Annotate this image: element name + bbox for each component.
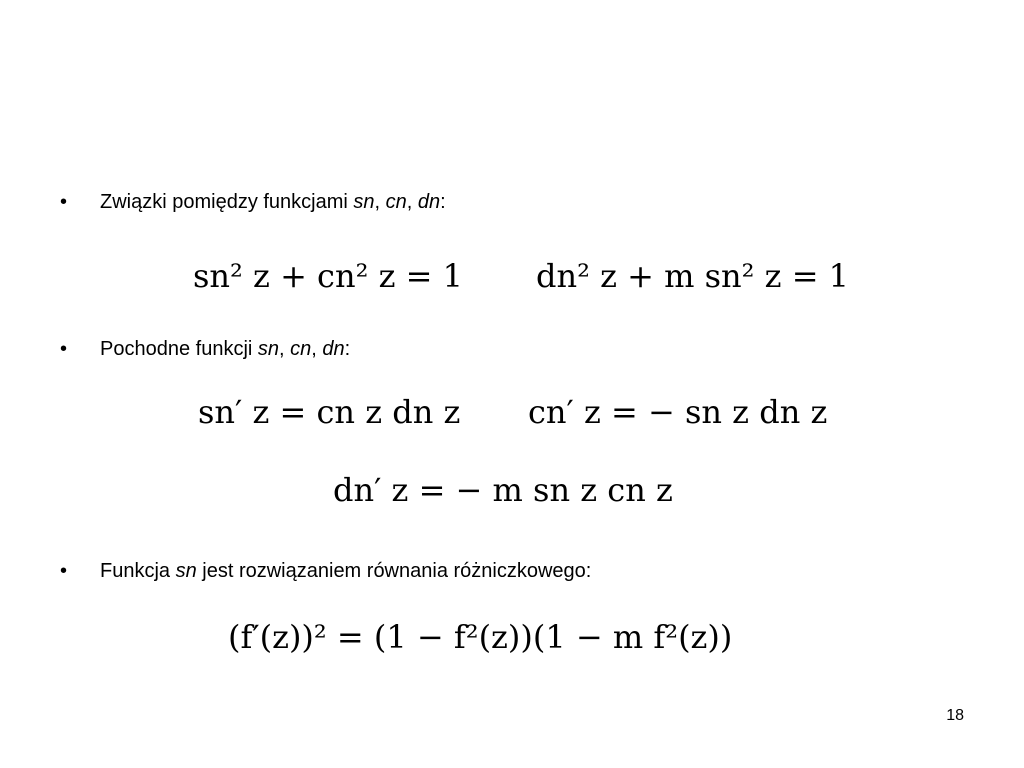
bullet-end: : (344, 338, 351, 360)
bullet-differential-equation (60, 559, 591, 583)
bullet-text: Związki pomiędzy funkcjami (100, 191, 354, 213)
bullet-text: Pochodne funkcji (100, 338, 258, 360)
term-cn: cn (290, 338, 312, 360)
separator: , (406, 191, 418, 213)
bullet-end: jest rozwiązaniem równania różniczkowego: (196, 560, 592, 582)
formula-dn-sn-identity: dn² z + m sn² z = 1 (536, 257, 850, 295)
formula-sn-derivative: sn′ z = cn z dn z (198, 393, 461, 431)
term-dn: dn (417, 191, 441, 213)
term-sn: sn (353, 191, 375, 213)
term-sn: sn (175, 560, 197, 582)
term-sn: sn (257, 338, 280, 360)
term-cn: cn (385, 191, 407, 213)
bullet-derivatives (60, 337, 350, 361)
formula-differential-equation: (f′(z))² = (1 − f²(z))(1 − m f²(z)) (228, 618, 733, 656)
bullet-end: : (440, 191, 446, 213)
formula-cn-derivative: cn′ z = − sn z dn z (528, 393, 828, 431)
separator: , (311, 338, 323, 360)
bullet-marker: • (60, 560, 68, 582)
separator: , (374, 191, 386, 213)
formula-sn-cn-identity: sn² z + cn² z = 1 (193, 257, 463, 295)
separator: , (279, 338, 291, 360)
bullet-text: Funkcja (100, 560, 176, 582)
term-dn: dn (322, 338, 345, 360)
page-number: 18 (946, 707, 964, 724)
bullet-marker: • (60, 191, 68, 213)
bullet-relations (60, 190, 446, 214)
bullet-marker: • (60, 338, 68, 360)
formula-dn-derivative: dn′ z = − m sn z cn z (333, 471, 673, 509)
